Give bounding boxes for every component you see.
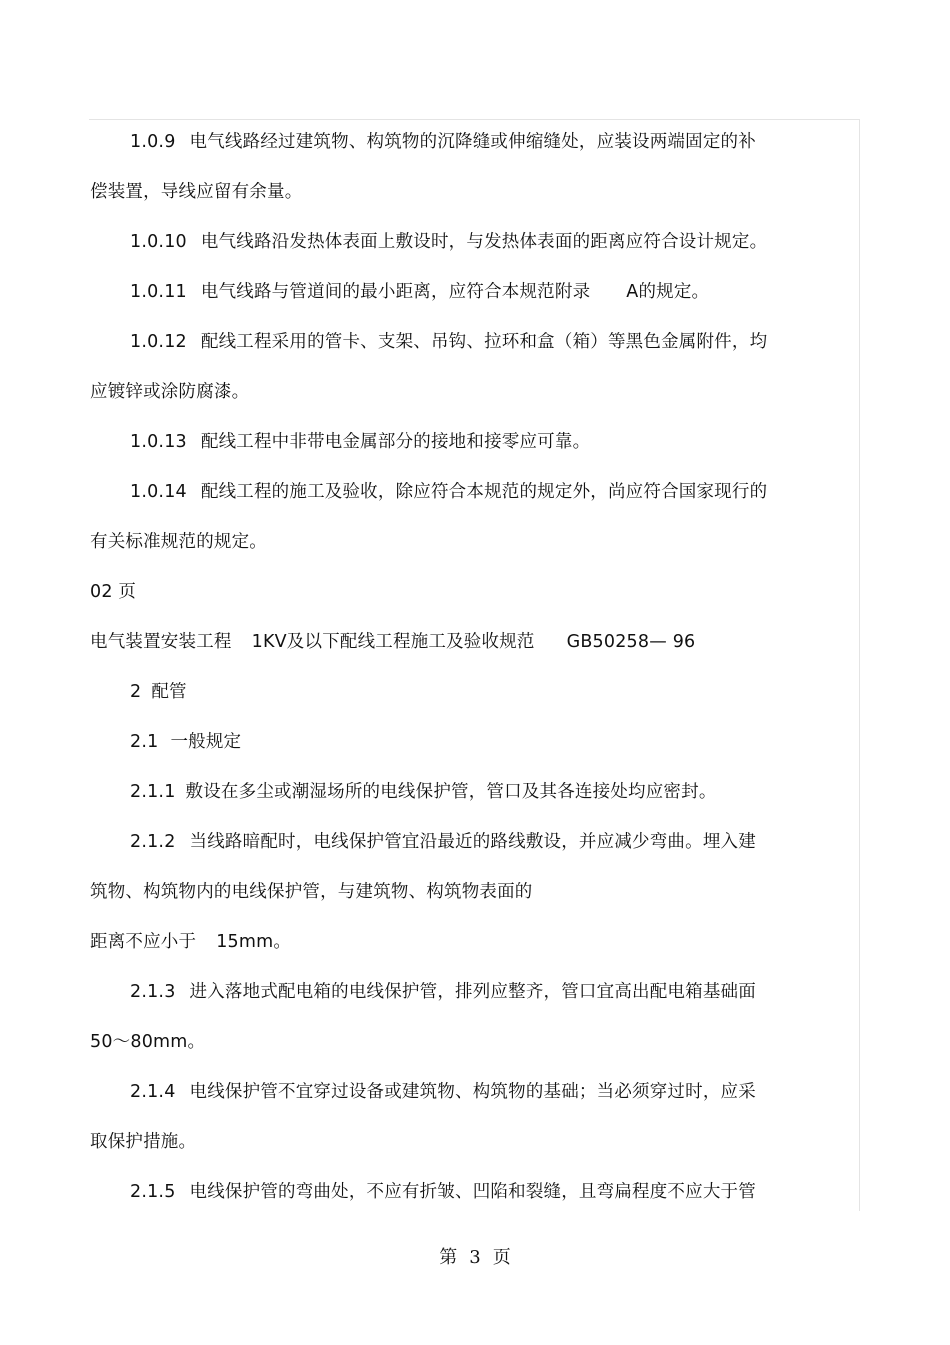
header-part-2: 1KV及以下配线工程施工及验收规范 <box>251 632 535 652</box>
header-part-1: 电气装置安装工程 <box>90 632 232 652</box>
clause-continuation: 偿装置，导线应留有余量。 <box>90 182 303 202</box>
clause-text: 敷设在多尘或潮湿场所的电线保护管，管口及其各连接处均应密封。 <box>185 782 717 802</box>
clause-2-1-4 <box>130 1081 756 1103</box>
clause-number: 1.0.10 <box>130 232 187 252</box>
clause-number: 1.0.11 <box>130 282 187 302</box>
page-footer <box>0 1243 950 1269</box>
clause-1-0-14 <box>130 481 767 503</box>
clause-2-1-5 <box>130 1181 756 1203</box>
footer-page-number: 3 <box>469 1247 481 1268</box>
clause-continuation-2 <box>90 931 291 953</box>
clause-continuation: 有关标准规范的规定。 <box>90 532 267 552</box>
footer-suffix: 页 <box>492 1247 511 1268</box>
section-number: 2 <box>130 682 142 702</box>
clause-number: 2.1.3 <box>130 982 176 1002</box>
clause-number: 2.1.4 <box>130 1082 176 1102</box>
clause-number: 2.1.1 <box>130 782 176 802</box>
clause-1-0-9 <box>130 131 756 153</box>
clause-text: 配线工程采用的管卡、支架、吊钩、拉环和盒（箱）等黑色金属附件，均 <box>200 332 768 352</box>
subsection-title: 一般规定 <box>170 732 242 752</box>
clause-text: 电线保护管的弯曲处，不应有折皱、凹陷和裂缝，且弯扁程度不应大于管 <box>189 1182 756 1202</box>
continuation-value: 15mm。 <box>216 932 292 952</box>
clause-text: 配线工程中非带电金属部分的接地和接零应可靠。 <box>200 432 591 452</box>
clause-1-0-11 <box>130 281 709 303</box>
clause-2-1-3 <box>130 981 756 1003</box>
clause-2-1-2 <box>130 831 756 853</box>
clause-number: 1.0.14 <box>130 482 187 502</box>
clause-1-0-10 <box>130 231 767 253</box>
section-heading <box>130 681 187 703</box>
clause-1-0-13 <box>130 431 590 453</box>
clause-text-after: A的规定。 <box>626 282 710 302</box>
clause-number: 1.0.9 <box>130 132 176 152</box>
clause-text: 电气线路经过建筑物、构筑物的沉降缝或伸缩缝处，应装设两端固定的补 <box>189 132 756 152</box>
clause-number: 1.0.13 <box>130 432 187 452</box>
clause-continuation: 筑物、构筑物内的电线保护管，与建筑物、构筑物表面的 <box>90 882 533 902</box>
clause-continuation: 应镀锌或涂防腐漆。 <box>90 382 250 402</box>
clause-text: 配线工程的施工及验收，除应符合本规范的规定外，尚应符合国家现行的 <box>200 482 768 502</box>
clause-2-1-1 <box>130 781 717 803</box>
continuation-text: 距离不应小于 <box>90 932 197 952</box>
document-header-line <box>90 631 695 653</box>
clause-1-0-12 <box>130 331 767 353</box>
footer-prefix: 第 <box>439 1247 458 1268</box>
section-title: 配管 <box>151 682 187 702</box>
subsection-number: 2.1 <box>130 732 159 752</box>
header-part-3: GB50258— 96 <box>566 632 696 652</box>
clause-text: 电气线路沿发热体表面上敷设时，与发热体表面的距离应符合设计规定。 <box>200 232 768 252</box>
clause-text: 当线路暗配时，电线保护管宜沿最近的路线敷设，并应减少弯曲。埋入建 <box>189 832 756 852</box>
clause-text: 电气线路与管道间的最小距离，应符合本规范附录 <box>200 282 591 302</box>
clause-continuation: 50～80mm。 <box>90 1032 206 1052</box>
subsection-heading <box>130 731 241 753</box>
clause-text: 电线保护管不宜穿过设备或建筑物、构筑物的基础；当必须穿过时，应采 <box>189 1082 756 1102</box>
clause-continuation: 取保护措施。 <box>90 1132 197 1152</box>
clause-number: 2.1.2 <box>130 832 176 852</box>
clause-number: 2.1.5 <box>130 1182 176 1202</box>
page-marker: 02 页 <box>90 582 137 602</box>
clause-text: 进入落地式配电箱的电线保护管，排列应整齐，管口宜高出配电箱基础面 <box>189 982 756 1002</box>
clause-number: 1.0.12 <box>130 332 187 352</box>
